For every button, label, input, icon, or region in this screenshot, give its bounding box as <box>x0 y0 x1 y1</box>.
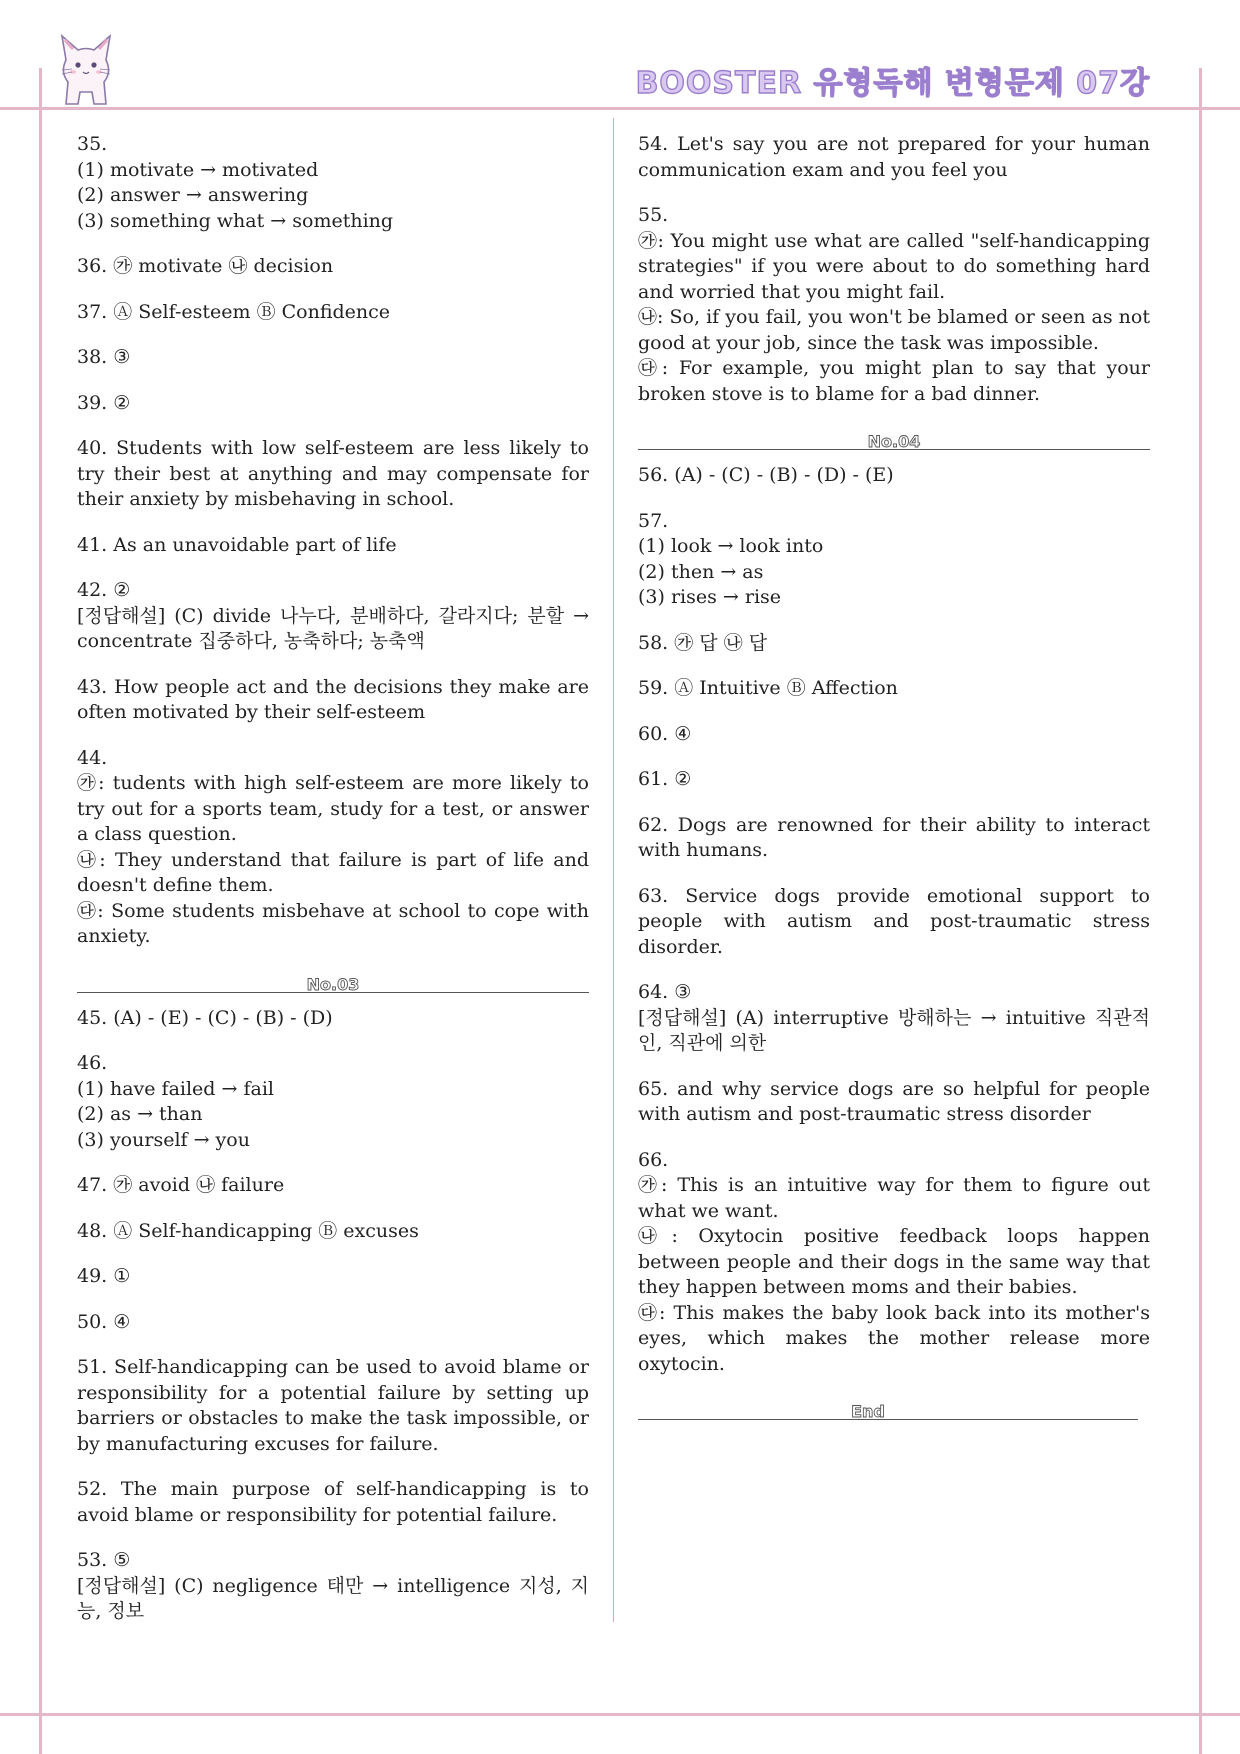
answer-36: 36. ㉮ motivate ㉯ decision <box>77 255 334 277</box>
answer-35 <box>77 132 589 234</box>
answer-64 <box>638 980 1150 1057</box>
answer-number: 64. ③ <box>638 981 692 1003</box>
section-label: No.04 <box>867 432 921 451</box>
section-separator-no03 <box>77 970 589 993</box>
left-column <box>77 132 589 1645</box>
answer-46 <box>77 1051 589 1153</box>
answer-sentence-a: ㉮: tudents with high self-esteem are more likely to try out for a sports team, study for a test, or answer a class question. <box>77 772 589 845</box>
answer-61: 61. ② <box>638 768 692 790</box>
answer-57 <box>638 509 1150 611</box>
answer-49: 49. ① <box>77 1265 131 1287</box>
answer-56: 56. (A) - (C) - (B) - (D) - (E) <box>638 464 894 486</box>
answer-60: 60. ④ <box>638 722 692 745</box>
answer-62: 62. Dogs are renowned for their ability to interact with humans. <box>638 813 1150 861</box>
answer-65: 65. and why service dogs are so helpful for people with autism and post-traumatic stress disorder <box>638 1077 1150 1125</box>
answer-line: (3) rises → rise <box>638 586 782 608</box>
answer-38: 38. ③ <box>77 346 131 368</box>
answer-sentence-c: ㉰: This makes the baby look back into its mother's eyes, which makes the mother release more oxytocin. <box>638 1301 1150 1375</box>
answer-63: 63. Service dogs provide emotional support to people with autism and post-traumatic stress disorder. <box>638 884 1150 958</box>
answer-40: 40. Students with low self-esteem are less likely to try their best at anything and may compensate for their anxiety by misbehaving in school. <box>77 437 589 510</box>
answer-explanation: [정답해설] (C) divide 나누다, 분배하다, 갈라지다; 분할 → concentrate 집중하다, 농축하다; 농축액 <box>77 604 589 652</box>
answer-53 <box>77 1548 589 1625</box>
section-separator-end <box>638 1397 1138 1420</box>
right-column <box>638 132 1150 1433</box>
answer-37: 37. Ⓐ Self-esteem Ⓑ Confidence <box>77 300 391 323</box>
answer-number: 46. <box>77 1052 108 1074</box>
answer-48: 48. Ⓐ Self-handicapping Ⓑ excuses <box>77 1219 419 1242</box>
answer-55 <box>638 203 1150 407</box>
left-margin-rule <box>39 68 42 1754</box>
answer-number: 44. <box>77 746 108 769</box>
answer-59: 59. Ⓐ Intuitive Ⓑ Affection <box>638 677 898 699</box>
header-rule <box>0 107 1240 110</box>
answer-line: (3) something what → something <box>77 209 394 232</box>
answer-47: 47. ㉮ avoid ㉯ failure <box>77 1174 285 1196</box>
answer-42 <box>77 578 589 655</box>
answer-line: (1) have failed → fail <box>77 1077 274 1100</box>
answer-line: (2) answer → answering <box>77 184 309 206</box>
answer-sentence-b: ㉯: So, if you fail, you won't be blamed or seen as not good at your job, since the task was impossible. <box>638 306 1150 354</box>
answer-sentence-a: ㉮: This is an intuitive way for them to figure out what we want. <box>638 1174 1150 1222</box>
section-label: No.03 <box>306 974 360 994</box>
answer-sentence-c: ㉰: For example, you might plan to say that your broken stove is to blame for a bad dinner. <box>638 357 1150 405</box>
answer-number: 66. <box>638 1148 669 1171</box>
answer-39: 39. ② <box>77 391 131 414</box>
answer-line: (1) look → look into <box>638 535 824 557</box>
answer-41: 41. As an unavoidable part of life <box>77 533 397 556</box>
answer-explanation: [정답해설] (C) negligence 태만 → intelligence 지성, 지능, 정보 <box>77 1574 589 1622</box>
footer-rule <box>0 1713 1240 1716</box>
cat-logo-icon <box>56 30 116 106</box>
answer-43: 43. How people act and the decisions they make are often motivated by their self-esteem <box>77 675 589 723</box>
answer-45: 45. (A) - (E) - (C) - (B) - (D) <box>77 1006 333 1029</box>
answer-44 <box>77 746 589 950</box>
right-margin-rule <box>1199 68 1202 1754</box>
answer-sentence-b: ㉯: They understand that failure is part of life and doesn't define them. <box>77 848 589 896</box>
answer-sentence-a: ㉮: You might use what are called "self-handicapping strategies" if you were about to do something hard and worried that you might fail. <box>638 229 1150 303</box>
answer-52: 52. The main purpose of self-handicapping is to avoid blame or responsibility for potential failure. <box>77 1478 589 1526</box>
page-title: BOOSTER 유형독해 변형문제 07강 <box>635 66 1150 101</box>
answer-line: (3) yourself → you <box>77 1128 250 1151</box>
answer-54: 54. Let's say you are not prepared for your human communication exam and you feel you <box>638 133 1150 181</box>
answer-number: 35. <box>77 133 108 155</box>
answer-51: 51. Self-handicapping can be used to avoid blame or responsibility for a potential failure by setting up barriers or obstacles to make the task impossible, or by manufacturing excuses for failure. <box>77 1356 589 1455</box>
answer-number: 57. <box>638 509 669 532</box>
section-label: End <box>851 1402 885 1421</box>
answer-sentence-c: ㉰: Some students misbehave at school to cope with anxiety. <box>77 899 589 947</box>
column-divider <box>613 118 614 1622</box>
answer-line: (1) motivate → motivated <box>77 158 319 181</box>
answer-explanation: [정답해설] (A) interruptive 방해하는 → intuitive 직관적인, 직관에 의한 <box>638 1006 1150 1054</box>
answer-sentence-b: ㉯: Oxytocin positive feedback loops happen between people and their dogs in the same way that they happen between moms and their babies. <box>638 1225 1150 1298</box>
answer-line: (2) then → as <box>638 560 764 583</box>
answer-66 <box>638 1148 1150 1378</box>
answer-number: 42. ② <box>77 579 131 601</box>
answer-line: (2) as → than <box>77 1103 203 1125</box>
answer-number: 55. <box>638 204 669 226</box>
answer-number: 53. ⑤ <box>77 1549 131 1571</box>
answer-58: 58. ㉮ 답 ㉯ 답 <box>638 631 768 654</box>
answer-50: 50. ④ <box>77 1310 131 1333</box>
section-separator-no04 <box>638 427 1150 450</box>
